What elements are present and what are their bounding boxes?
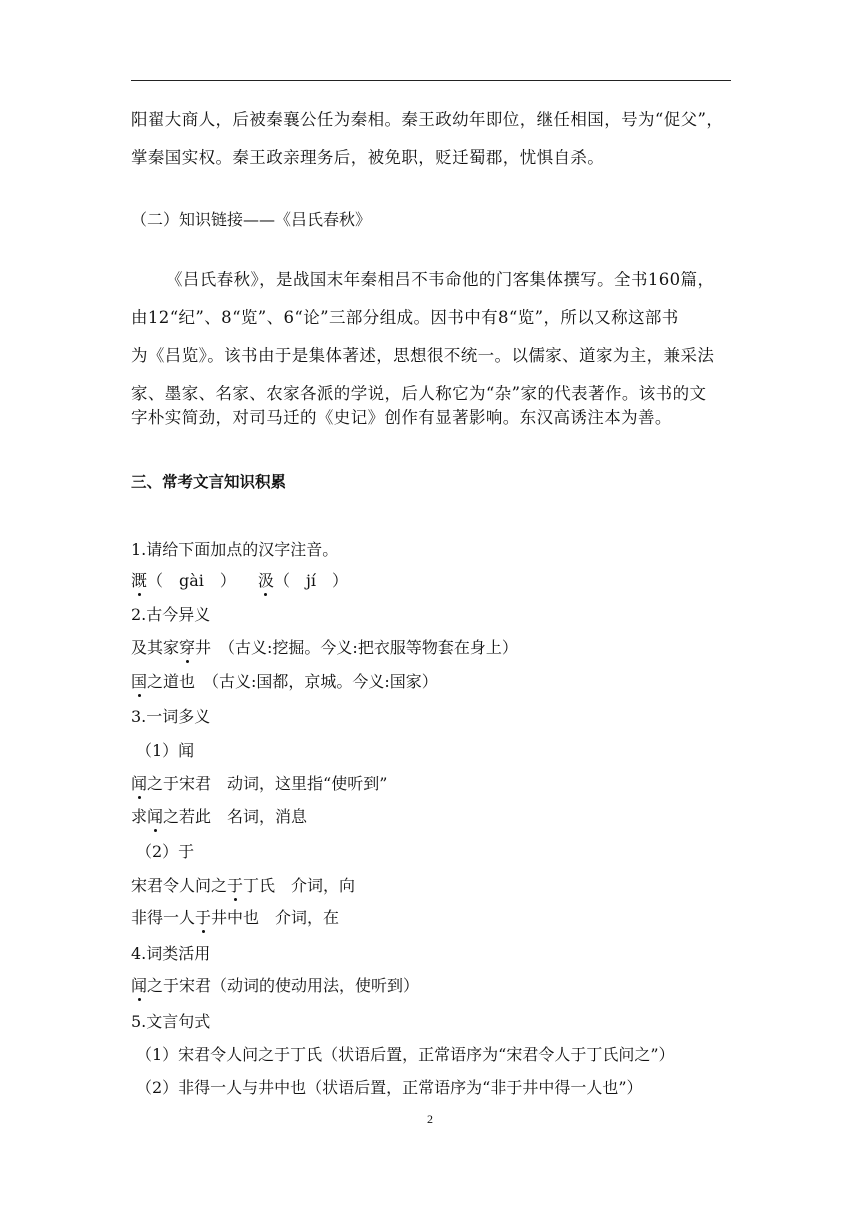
pinyin-answer: （ jí ） [273, 571, 349, 590]
dotted-char: 溉 [131, 571, 148, 590]
pinyin-answer: （ gài ） [147, 571, 236, 590]
dotted-char: 于 [195, 908, 212, 927]
dotted-char: 闻 [131, 774, 148, 793]
q5-item-2: （2）非得一人与井中也（状语后置，正常语序为“非于井中得一人也”） [136, 1078, 643, 1097]
text-segment: 及其家 [131, 638, 180, 657]
q5-title: 5.文言句式 [131, 1012, 211, 1031]
text-segment: 丁氏 介词，向 [243, 876, 356, 895]
paragraph-2-line-4: 家、墨家、名家、农家各派的学说，后人称它为“杂”家的代表著作。该书的文 [131, 384, 707, 403]
q3-sub-2-item-b [131, 908, 339, 928]
text-segment: 之道也 （古义:国都，京城。今义:国家） [147, 672, 438, 691]
paragraph-2-line-1: 《吕氏春秋》，是战国末年秦相吕不韦命他的门客集体撰写。全书160篇， [166, 270, 715, 289]
text-segment: 之若此 名词，消息 [163, 807, 308, 826]
dotted-char: 穿 [179, 638, 196, 657]
paragraph-1-line-1: 阳翟大商人，后被秦襄公任为秦相。秦王政幼年即位，继任相国，号为“促父”， [131, 110, 724, 129]
paragraph-2-line-5: 字朴实简劲，对司马迁的《史记》创作有显著影响。东汉高诱注本为善。 [131, 408, 672, 427]
text-segment: 之于宋君（动词的使动用法，使听到） [147, 976, 420, 995]
dotted-char: 国 [131, 672, 148, 691]
text-segment: 之于宋君 动词，这里指“使听到” [147, 774, 388, 793]
paragraph-1-line-2: 掌秦国实权。秦王政亲理务后，被免职，贬迁蜀郡，忧惧自杀。 [131, 148, 605, 167]
q2-item-2 [131, 672, 438, 692]
text-segment: 井 （古义:挖掘。今义:把衣服等物套在身上） [195, 638, 518, 657]
paragraph-2-line-3: 为《吕览》。该书由于是集体著述，思想很不统一。以儒家、道家为主，兼采法 [131, 346, 715, 365]
q1-title: 1.请给下面加点的汉字注音。 [131, 540, 339, 559]
q4-title: 4.词类活用 [131, 944, 211, 963]
q5-item-1: （1）宋君令人问之于丁氏（状语后置，正常语序为“宋君令人于丁氏问之”） [136, 1045, 675, 1064]
q2-item-1 [131, 638, 518, 658]
text-segment: 井中也 介词，在 [211, 908, 340, 927]
q3-sub-1-item-a [131, 774, 387, 794]
paragraph-2-line-2: 由12“纪”、8“览”、6“论”三部分组成。因书中有8“览”，所以又称这部书 [131, 308, 679, 327]
dotted-char: 汲 [257, 571, 274, 590]
dotted-char: 于 [227, 876, 244, 895]
header-rule [131, 80, 731, 81]
q4-item [131, 976, 419, 996]
q3-sub-2: （2）于 [136, 842, 195, 861]
section-2-title: （二）知识链接——《吕氏春秋》 [131, 210, 372, 229]
q3-sub-2-item-a [131, 876, 355, 896]
q3-sub-1-item-b [131, 807, 307, 827]
text-segment: 宋君令人问之 [131, 876, 228, 895]
dotted-char: 闻 [131, 976, 148, 995]
q2-title: 2.古今异义 [131, 605, 211, 624]
section-3-title: 三、常考文言知识积累 [131, 473, 287, 491]
text-segment: 求 [131, 807, 148, 826]
dotted-char: 闻 [147, 807, 164, 826]
q3-sub-1: （1）闻 [136, 741, 195, 760]
text-segment: 非得一人 [131, 908, 196, 927]
q1-answer-line [131, 571, 348, 591]
q3-title: 3.一词多义 [131, 707, 211, 726]
page-number: 2 [427, 1112, 433, 1126]
